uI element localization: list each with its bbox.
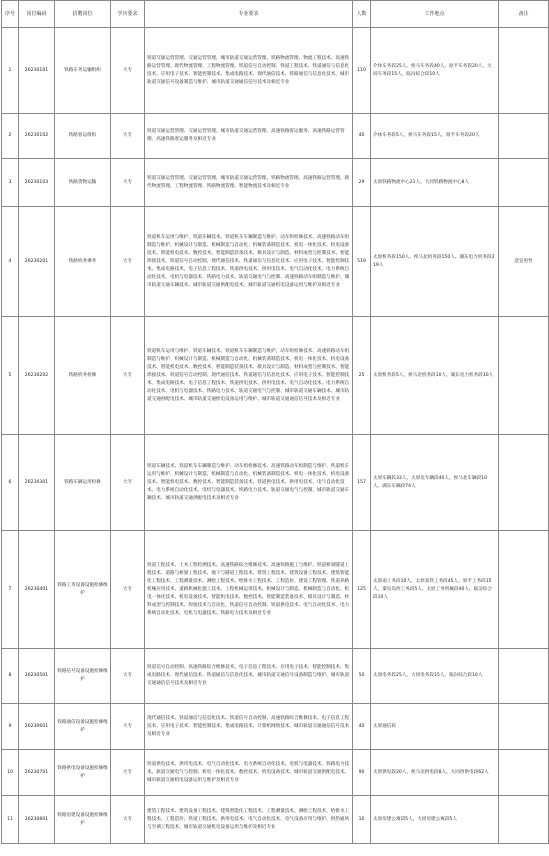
cell-education: 大专 <box>111 28 145 114</box>
cell-location: 太原车辆段33人、太原北车辆段40人、侯马北车辆段10人、湖东车辆段74人 <box>371 435 499 531</box>
cell-seq: 9 <box>2 704 19 750</box>
cell-note <box>499 704 549 750</box>
cell-position: 铁路货物运输 <box>55 159 111 207</box>
cell-code: 26230501 <box>19 649 55 704</box>
cell-code: 26230701 <box>19 750 55 796</box>
cell-count: 40 <box>353 114 371 159</box>
cell-count: 90 <box>353 750 371 796</box>
cell-code: 26230401 <box>19 531 55 649</box>
cell-count: 110 <box>353 28 371 114</box>
col-header-location: 工作地点 <box>371 1 499 28</box>
cell-seq: 4 <box>2 207 19 317</box>
cell-count: 29 <box>353 159 371 207</box>
cell-education: 大专 <box>111 435 145 531</box>
cell-major: 铁道机车运用与维护、铁道车辆技术、铁道机车车辆制造与维护、动车组检修技术、高速铁路动车组制造与维护、机械设计与制造、机械制造与自动化、机械装备制造技术、机电一体化技术、机电设备技术、智能机电技术、数控技术、智能制造装备技术、模具设计与制造、材料成型与控制技术、智能焊接技术、铁道信号自动控制、现代通信技术、铁道通信与信息化技术、应用电子技术、智能控制技术、集成电路技术、电子信息工程技术、铁道供电技术、供用电技术、电气自动化技术、电力系统自动化技术、电机与电器技术、铁路电力技术、轨道交通电气与控制、城市轨道交通车辆技术、城市轨道交通供配电技术、城市轨道交通机电设备运用与维护、城市轨道交通通信信号技术及相近专业 <box>145 317 353 435</box>
cell-count: 10 <box>353 796 371 844</box>
table-row <box>2 796 549 844</box>
cell-position: 铁路房建设备设施检修维护 <box>55 796 111 844</box>
cell-count: 157 <box>353 435 371 531</box>
cell-note <box>499 649 549 704</box>
cell-note <box>499 114 549 159</box>
cell-seq: 1 <box>2 28 19 114</box>
recruitment-table <box>1 0 549 844</box>
cell-major: 现代通信技术、铁道通信与信息化技术、铁道信号自动控制、高速铁路综合维修技术、电子信息工程技术、应用电子技术、智能控制技术、集成电路技术、计算机网络技术、城市轨道交通通信信号技术及相近专业 <box>145 704 353 750</box>
cell-count: 50 <box>353 649 371 704</box>
cell-major: 建筑工程技术、建筑设备工程技术、建筑智能化工程技术、工程测量技术、测绘工程技术、给排水工程技术、工程造价、铁道工程技术、供用电技术、电气自动化技术、电气设备应用与维护、供热通风与空调工程技术、城市轨道交通机电设备运用与维护及相近专业 <box>145 796 353 844</box>
cell-seq: 11 <box>2 796 19 844</box>
cell-seq: 7 <box>2 531 19 649</box>
cell-note <box>499 435 549 531</box>
cell-major: 铁道交通运营管理、交通运营管理、城市轨道交通运营管理、铁路物流管理、物流工程技术、高速铁路运营管理、现代物流管理、工程物流管理、铁道信号自动控制、铁道工程技术、铁道通信与信息化技术、应用电子技术、智能控制技术、集成电路技术、现代通信技术、铁路通信与信息化技术、城市轨道交通信号设备制造与维护、城市轨道交通通信信号技术及相近专业 <box>145 28 353 114</box>
cell-location: 太原铁路物流中心21人、大同铁路物流中心8人 <box>371 159 499 207</box>
cell-major: 铁道供电技术、供用电技术、电气自动化技术、电力系统自动化技术、电机与电器技术、铁路电力技术、轨道交通电气与控制、机电一体化技术、数控技术、机电设备技术、城市轨道交通供配电技术、城市轨道交通机电设备运用与维护及相近专业 <box>145 750 353 796</box>
cell-position: 铁路车务运输组织 <box>55 28 111 114</box>
cell-education: 大专 <box>111 796 145 844</box>
col-header-education: 学历要求 <box>111 1 145 28</box>
cell-seq: 5 <box>2 317 19 435</box>
cell-code: 26230202 <box>19 317 55 435</box>
cell-major: 铁道信号自动控制、高速铁路综合维修技术、电子信息工程技术、应用电子技术、智能控制技术、集成电路技术、现代通信技术、铁道通信与信息化技术、城市轨道交通信号设备制造与维护、城市轨道交通通信信号技术及相近专业 <box>145 649 353 704</box>
table-header-row <box>2 1 549 28</box>
cell-code: 26230301 <box>19 435 55 531</box>
cell-education: 大专 <box>111 704 145 750</box>
cell-note <box>499 159 549 207</box>
cell-major: 铁道交通运营管理、交通运营管理、城市轨道交通运营管理、铁路物流管理、高速铁路运营管理、现代物流管理、工程物流管理、铁路物流管理、智能物流技术及相近专业 <box>145 159 353 207</box>
cell-location: 太原房建公寓段5人、大同房建公寓段5人 <box>371 796 499 844</box>
cell-major: 铁道交通运营管理、交通运营管理、城市轨道交通运营管理、高速铁路客运服务、高速铁路运营管理、高速铁路客运服务及相近专业 <box>145 114 353 159</box>
table-row <box>2 28 549 114</box>
cell-note <box>499 750 549 796</box>
cell-code: 26230103 <box>19 159 55 207</box>
cell-education: 大专 <box>111 531 145 649</box>
cell-location: 太原通信段 <box>371 704 499 750</box>
cell-major: 铁道工程技术、土木工程检测技术、高速铁路综合维修技术、高速铁路施工与维护、铁道桥梁隧道工程技术、道路与桥梁工程技术、地下与隧道工程技术、建筑工程技术、建筑设备工程技术、建筑智能化工程技术、工程测量技术、测绘工程技术、给排水工程技术、工程造价、建设工程管理、铁道养路机械应用技术、道路机械化施工技术、工程机械运用技术、机械设计与制造、机械制造与自动化、机电一体化技术、机电设备技术、智能机电技术、数控技术、智能制造装备技术、模具设计与制造、材料成型与控制技术、焊接技术与自动化、铁道信号自动控制、铁道供电技术、电气自动化技术、电力系统自动化技术、电机与电器技术、铁路电力技术及相近专业 <box>145 531 353 649</box>
cell-note <box>499 28 549 114</box>
cell-count: 40 <box>353 704 371 750</box>
cell-education: 大专 <box>111 649 145 704</box>
cell-note <box>499 531 549 649</box>
col-header-seq: 序号 <box>2 1 19 28</box>
cell-location: 太原机务段5人、侯马北机务段10人、湖东电力机务段10人 <box>371 317 499 435</box>
cell-code: 26230101 <box>19 28 55 114</box>
cell-education: 大专 <box>111 207 145 317</box>
col-header-position: 招聘岗位 <box>55 1 111 28</box>
cell-position: 铁路信号设备设施检修维护 <box>55 649 111 704</box>
cell-seq: 3 <box>2 159 19 207</box>
cell-position: 铁路通信设备设施检修维护 <box>55 704 111 750</box>
cell-location: 太原供电段20人、侯马北供电段8人、大同西供电段62人 <box>371 750 499 796</box>
cell-code: 26230801 <box>19 796 55 844</box>
cell-position: 铁路机务检修 <box>55 317 111 435</box>
col-header-note: 备注 <box>499 1 549 28</box>
cell-education: 大专 <box>111 159 145 207</box>
cell-code: 26230201 <box>19 207 55 317</box>
cell-major: 铁道机车运用与维护、铁道车辆技术、铁道机车车辆制造与维护、动车组检修技术、高速铁路动车组制造与维护、机械设计与制造、机械制造与自动化、机械装备制造技术、机电一体化技术、机电设备技术、智能机电技术、数控技术、智能制造装备技术、模具设计与制造、材料成型与控制技术、智能焊接技术、铁道信号自动控制、现代通信技术、铁道通信与信息化技术、应用电子技术、智能控制技术、集成电路技术、电子信息工程技术、铁道供电技术、供用电技术、电气自动化技术、电力系统自动化技术、电机与电器技术、铁路电力技术、轨道交通电气与控制、高速铁路动车组制造与维护、城市轨道交通车辆技术、城市轨道交通供配电技术、城市轨道交通机电设备运用与维护及相近专业 <box>145 207 353 317</box>
cell-seq: 10 <box>2 750 19 796</box>
cell-count: 519 <box>353 207 371 317</box>
cell-major: 铁道车辆技术、铁道机车车辆制造与维护、动车组检修技术、高速铁路动车组制造与维护、铁道机车运用与维护、机械设计与制造、机械制造与自动化、机械装备制造技术、机电一体化技术、机电设备技术、智能机电技术、数控技术、智能制造装备技术、铁道供电技术、供用电技术、电气自动化技术、电力系统自动化技术、电机与电器技术、铁路电力技术、轨道交通电气与控制、城市轨道交通车辆技术、城市轨道交通供配电技术及相近专业 <box>145 435 353 531</box>
cell-location: 太原南工务段10人、太原高铁工务段45人、原平工务段15人、秦皇岛西工务段5人、太原工务机械段40人、临汾综合段10人 <box>371 531 499 649</box>
cell-seq: 6 <box>2 435 19 531</box>
col-header-major: 专业要求 <box>145 1 353 28</box>
cell-position: 铁路供电设备设施检修维护 <box>55 750 111 796</box>
cell-seq: 2 <box>2 114 19 159</box>
cell-code: 26230601 <box>19 704 55 750</box>
table-row <box>2 750 549 796</box>
cell-note <box>499 317 549 435</box>
cell-code: 26230102 <box>19 114 55 159</box>
table-row <box>2 649 549 704</box>
table-row <box>2 435 549 531</box>
col-header-count: 人数 <box>353 1 371 28</box>
cell-position: 铁路机务乘务 <box>55 207 111 317</box>
cell-count: 125 <box>353 531 371 649</box>
cell-position: 铁路车辆运用检修 <box>55 435 111 531</box>
table-row <box>2 207 549 317</box>
cell-education: 大专 <box>111 114 145 159</box>
table-row <box>2 531 549 649</box>
cell-note <box>499 796 549 844</box>
table-row <box>2 159 549 207</box>
cell-location: 介休车务段25人、侯马车务段40人、原平车务段20人、大同车务段15人、临汾综合段10人 <box>371 28 499 114</box>
cell-education: 大专 <box>111 750 145 796</box>
cell-location: 介休车务段5人、侯马车务段15人、原平车务段20人 <box>371 114 499 159</box>
cell-education: 大专 <box>111 317 145 435</box>
cell-location: 太原电务段25人、大同电务段15人、临汾综合段10人 <box>371 649 499 704</box>
table-row <box>2 317 549 435</box>
table-row <box>2 114 549 159</box>
cell-seq: 8 <box>2 649 19 704</box>
cell-position: 铁路工务设备设施检修维护 <box>55 531 111 649</box>
cell-position: 铁路客运组织 <box>55 114 111 159</box>
cell-location: 太原机务段150人、侯马北机务段150人、湖东电力机务段219人 <box>371 207 499 317</box>
table-row <box>2 704 549 750</box>
cell-count: 25 <box>353 317 371 435</box>
col-header-code: 岗位编码 <box>19 1 55 28</box>
cell-note: 适宜男性 <box>499 207 549 317</box>
